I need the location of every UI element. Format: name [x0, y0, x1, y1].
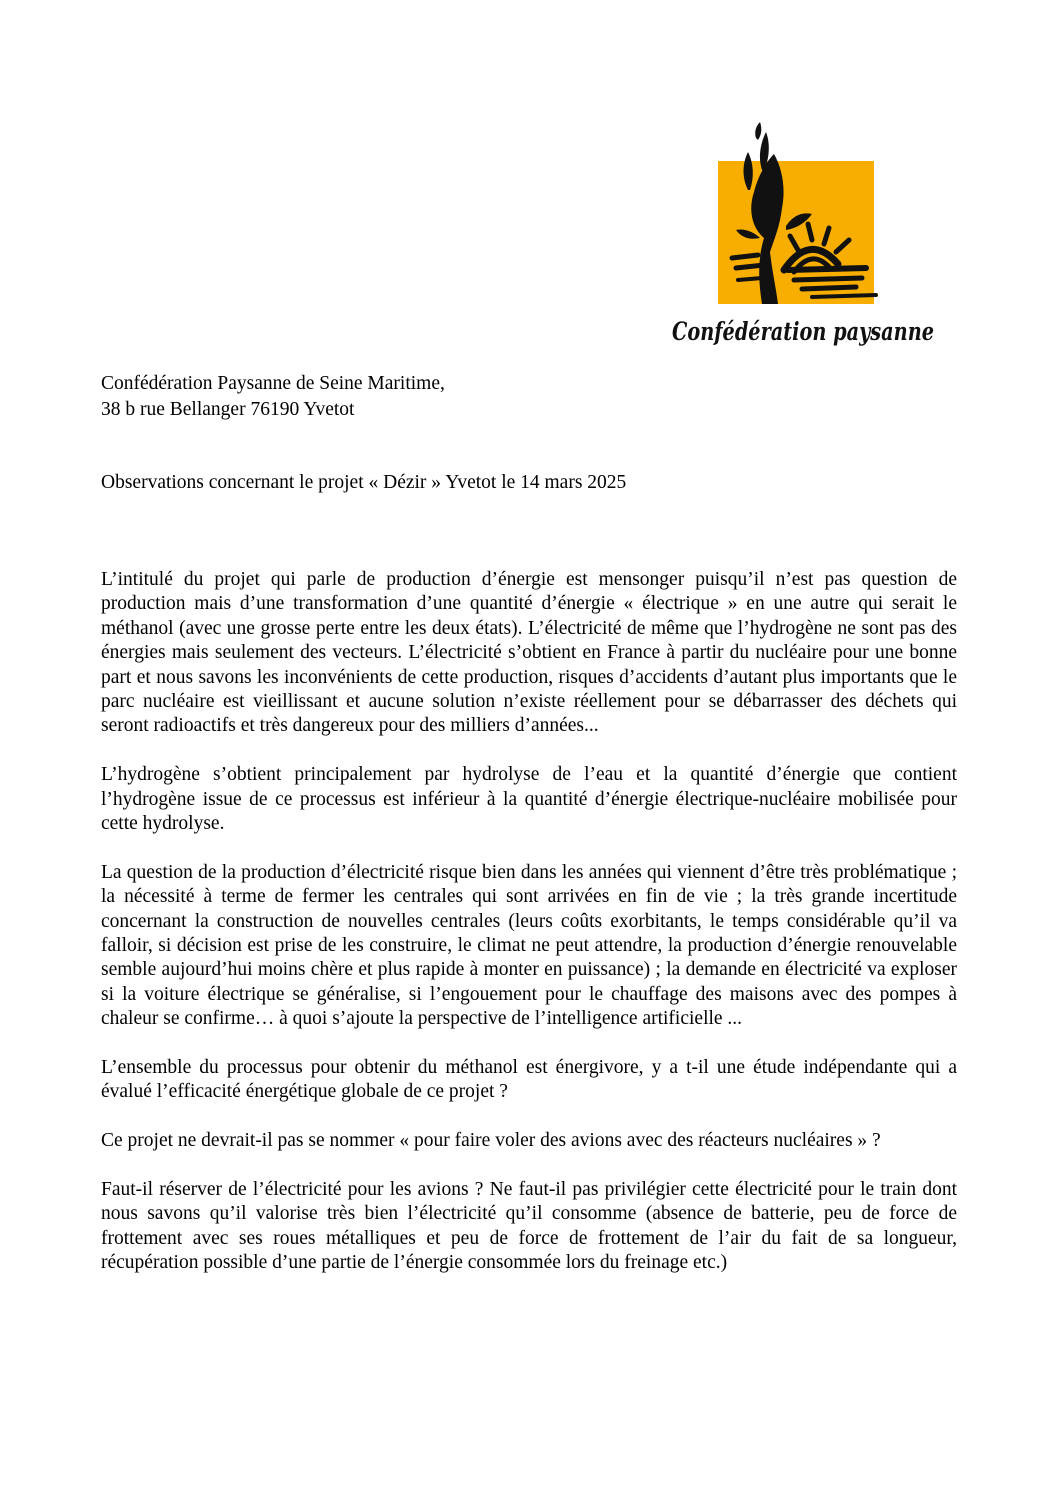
paragraph-energy-production: L’intitulé du projet qui parle de production d’énergie est mensonger puisqu’il n’est pas question de production mais d’une transformation d’une quantité d’énergie « électrique » en une autre qui serait le méthanol (avec une grosse perte entre les deux états). L’électricité de même que l’hydrogène ne sont pas des énergies mais seulement des vecteurs. L’électricité s’obtient en France à partir du nucléaire pour une bonne part et nous savons les inconvénients de cette production, risques d’accidents d’autant plus importants que le parc nucléaire est vieillissant et aucune solution n’existe réellement pour se débarrasser des déchets qui seront radioactifs et très dangereux pour des milliers d’années... — [101, 569, 957, 737]
sender-address — [101, 371, 961, 423]
letter-body — [101, 568, 957, 1300]
paragraph-hydrogen: L’hydrogène s’obtient principalement par hydrolyse de l’eau et la quantité d’énergie que contient l’hydrogène issue de ce processus est inférieur à la quantité d’énergie électrique-nucléaire mobilisée pour cette hydrolyse. — [101, 764, 957, 835]
sender-street-address: 38 b rue Bellanger 76190 Yvetot — [101, 399, 355, 420]
logo-wordmark: Confédération paysanne — [672, 317, 934, 346]
paragraph-methanol-process: L’ensemble du processus pour obtenir du méthanol est énergivore, y a t-il une étude indépendante qui a évalué l’efficacité énergétique globale de ce projet ? — [101, 1057, 957, 1103]
paragraph-electricity-question: La question de la production d’électricité risque bien dans les années qui viennent d’être très problématique ; la nécessité à terme de fermer les centrales qui sont arrivées en fin de vie ; la très grande incertitude concernant la construction de nouvelles centrales (leurs coûts exorbitants, le temps considérable qu’il va falloir, si décision est prise de les construire, le climat ne peut attendre, la production d’énergie renouvelable semble aujourd’hui moins chère et plus rapide à monter en puissance) ; la demande en électricité va exploser si la voiture électrique se généralise, si l’engouement pour le chauffage des maisons avec des pompes à chaleur se confirme… à quoi s’ajoute la perspective de l’intelligence artificielle ... — [101, 861, 957, 1030]
paragraph-project-name: Ce projet ne devrait-il pas se nommer « pour faire voler des avions avec des réacteurs nucléaires » ? — [101, 1130, 881, 1152]
paragraph-train-electricity: Faut-il réserver de l’électricité pour les avions ? Ne faut-il pas privilégier cette électricité pour le train dont nous savons qu’il valorise très bien l’électricité qu’il consomme (absence de batterie, peu de force de frottement avec ses roues métalliques et peu de force de frottement de l’air du fait de sa longueur, récupération possible d’une partie de l’énergie consommée lors du freinage etc.) — [101, 1179, 957, 1274]
logo-graphic-icon — [666, 118, 942, 358]
confederation-paysanne-logo — [666, 118, 942, 358]
sender-organization: Confédération Paysanne de Seine Maritime, — [101, 373, 445, 394]
letter-subject: Observations concernant le projet « Dézir » Yvetot le 14 mars 2025 — [101, 472, 627, 493]
